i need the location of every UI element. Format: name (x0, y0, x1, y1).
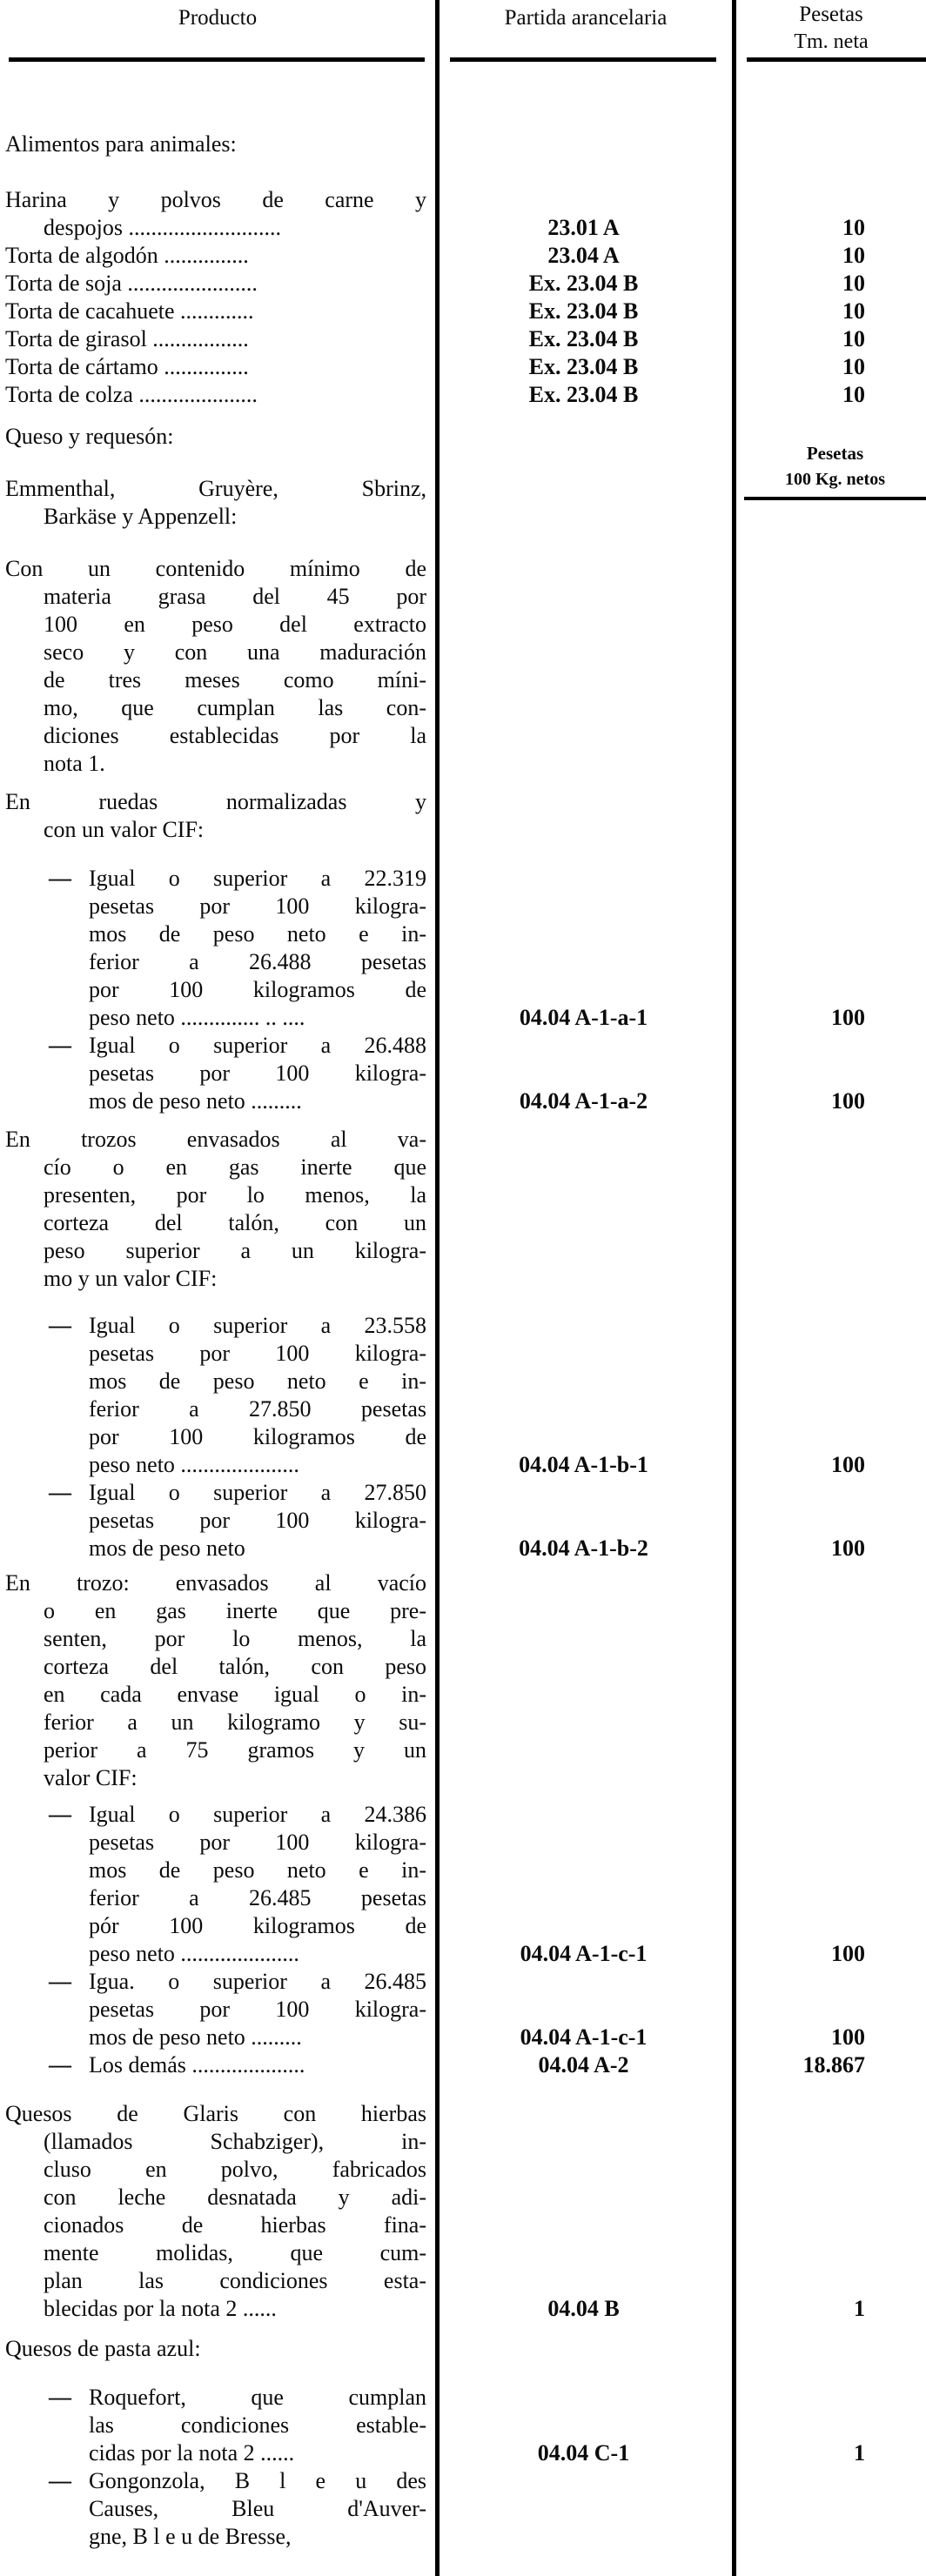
product-line: pesetas por 100 kilogra- (89, 1997, 426, 2022)
product-cell (0, 1126, 435, 1293)
product-line: pesetas por 100 kilogra- (89, 1508, 426, 1533)
product-line: ferior a 26.488 pesetas (89, 949, 426, 974)
product-line: Con un contenido mínimo de (5, 556, 426, 581)
product-line: en cada envase igual o in- (44, 1682, 426, 1707)
product-line: mos de peso neto (89, 1536, 245, 1561)
partida-cell: Ex. 23.04 B (528, 271, 639, 296)
table-row (0, 298, 926, 325)
dash-item-text (89, 1312, 426, 1479)
partida-cell: 04.04 B (547, 2296, 620, 2321)
product-line: mos de peso neto ......... (89, 1088, 302, 1114)
pesetas-subheader-note (744, 440, 926, 500)
product-line: Igual o superior a 23.558 (89, 1313, 426, 1338)
product-line: o en gas inerte que pre- (44, 1598, 426, 1623)
product-line: las condiciones estable- (89, 2412, 426, 2438)
product-line: blecidas por la nota 2 ...... (44, 2296, 277, 2321)
column-header-pesetas-line1: Pesetas (799, 3, 863, 26)
product-line: mos de peso neto e in- (89, 1368, 426, 1394)
table-row (0, 1312, 926, 1479)
product-cell (0, 2051, 435, 2079)
partida-cell: 04.04 C-1 (537, 2440, 630, 2466)
pesetas-subheader-line1: Pesetas (806, 443, 864, 464)
product-cell (0, 788, 435, 844)
table-row (0, 270, 926, 298)
product-line: materia grasa del 45 por (44, 584, 426, 609)
product-line: En ruedas normalizadas y (5, 789, 426, 814)
pesetas-subheader-line2: 100 Kg. netos (785, 470, 885, 489)
pesetas-cell: 10 (842, 326, 865, 351)
product-line: senten, por lo menos, la (44, 1626, 426, 1651)
header-rule-producto (9, 57, 425, 62)
dash-item-text (89, 865, 426, 1032)
dash-item-text (89, 1479, 426, 1562)
product-line: nota 1. (44, 751, 105, 776)
product-line: pesetas por 100 kilogra- (89, 1061, 426, 1086)
product-line: presenten, por lo menos, la (44, 1182, 426, 1208)
product-line: Igual o superior a 27.850 (89, 1480, 426, 1505)
pesetas-cell: 100 (831, 1536, 865, 1561)
table-row (0, 1801, 926, 1968)
table-row (0, 2335, 926, 2363)
table-row (0, 1479, 926, 1562)
product-line: Quesos de pasta azul: (5, 2336, 201, 2361)
product-line: Torta de colza ..................... (5, 382, 258, 407)
product-line: con leche desnatada y adi- (44, 2185, 426, 2210)
product-line: cidas por la nota 2 ...... (89, 2440, 295, 2466)
column-header-pesetas-line2: Tm. neta (794, 30, 869, 53)
product-line: ferior a 26.485 pesetas (89, 1885, 426, 1910)
product-line: ferior a 27.850 pesetas (89, 1396, 426, 1422)
product-line: por 100 kilogramos de (89, 1424, 426, 1449)
product-line: Igual o superior a 22.319 (89, 866, 426, 891)
table-row (0, 1968, 926, 2051)
product-line: con un valor CIF: (44, 817, 205, 842)
table-row (0, 242, 926, 270)
product-cell (0, 270, 435, 298)
product-line: Alimentos para animales: (5, 131, 237, 157)
pesetas-cell: 10 (842, 243, 865, 268)
table-row (0, 186, 926, 242)
product-line: Torta de cártamo ............... (5, 354, 249, 379)
table-row (0, 2051, 926, 2079)
product-line: de tres meses como míni- (44, 667, 426, 693)
product-line: pór 100 kilogramos de (89, 1913, 426, 1938)
dash-list-marker: — (49, 2468, 71, 2493)
dash-item-text (89, 1968, 426, 2051)
table-row (0, 555, 926, 778)
pesetas-cell: 100 (831, 1005, 865, 1030)
product-line: Roquefort, que cumplan (89, 2385, 426, 2410)
product-line: mente molidas, que cum- (44, 2240, 426, 2265)
dash-item-text (89, 2384, 426, 2467)
table-row (0, 353, 926, 381)
partida-cell: 04.04 A-2 (538, 2052, 629, 2078)
product-cell (0, 423, 435, 451)
dash-list-marker: — (49, 1313, 71, 1338)
product-cell (0, 130, 435, 158)
product-line: diciones establecidas por la (44, 723, 426, 748)
product-line: Torta de algodón ............... (5, 243, 249, 268)
product-line: perior a 75 gramos y un (44, 1737, 426, 1763)
table-row (0, 788, 926, 844)
product-line: Harina y polvos de carne y (5, 187, 426, 212)
table-row (0, 1569, 926, 1792)
product-cell (0, 1968, 435, 2051)
product-line: cluso en polvo, fabricados (44, 2157, 426, 2182)
table-row (0, 130, 926, 158)
product-line: 100 en peso del extracto (44, 612, 426, 637)
product-line: despojos ........................... (44, 215, 281, 240)
product-line: pesetas por 100 kilogra- (89, 893, 426, 919)
partida-cell: Ex. 23.04 B (528, 298, 639, 324)
product-cell (0, 1479, 435, 1562)
product-line: por 100 kilogramos de (89, 977, 426, 1002)
partida-cell: 23.01 A (547, 215, 620, 240)
partida-cell: Ex. 23.04 B (528, 326, 639, 351)
product-cell (0, 1569, 435, 1792)
dash-list-marker: — (49, 2385, 71, 2410)
product-cell (0, 353, 435, 381)
table-row (0, 865, 926, 1032)
partida-cell: Ex. 23.04 B (528, 354, 639, 379)
table-row (0, 1126, 926, 1293)
table-row (0, 325, 926, 353)
pesetas-cell: 10 (842, 382, 865, 407)
product-cell (0, 2384, 435, 2467)
product-cell (0, 2467, 435, 2551)
table-row (0, 2467, 926, 2551)
pesetas-cell: 10 (842, 354, 865, 379)
product-line: peso neto ..................... (89, 1452, 299, 1477)
column-header-producto: Producto (178, 6, 258, 30)
product-cell (0, 381, 435, 409)
product-line: Emmenthal, Gruyère, Sbrinz, (5, 476, 426, 501)
pesetas-cell: 100 (831, 1941, 865, 1966)
product-line: cionados de hierbas fina- (44, 2212, 426, 2238)
pesetas-cell: 10 (842, 298, 865, 324)
dash-item-text (89, 2051, 426, 2079)
dash-item-text (89, 2467, 426, 2551)
partida-cell: 04.04 A-1-b-1 (519, 1452, 648, 1477)
pesetas-cell: 1 (854, 2296, 865, 2321)
product-line: seco y con una maduración (44, 639, 426, 665)
pesetas-cell: 100 (831, 1452, 865, 1477)
pesetas-cell: 10 (842, 215, 865, 240)
product-line: Igua. o superior a 26.485 (89, 1969, 426, 1994)
product-cell (0, 2335, 435, 2363)
product-line: Igual o superior a 24.386 (89, 1802, 426, 1827)
pesetas-cell: 100 (831, 1088, 865, 1114)
product-cell (0, 242, 435, 270)
product-cell (0, 865, 435, 1032)
product-line: En trozos envasados al va- (5, 1127, 426, 1152)
product-cell (0, 475, 435, 531)
product-line: gne, B l e u de Bresse, (89, 2524, 292, 2549)
partida-cell: 04.04 A-1-a-1 (519, 1005, 648, 1030)
partida-cell: 23.04 A (547, 243, 620, 268)
dash-item-text (89, 1032, 426, 1115)
product-line: corteza del talón, con un (44, 1210, 426, 1235)
table-body (0, 130, 926, 2551)
pesetas-cell: 100 (831, 2024, 865, 2050)
product-line: Torta de soja ....................... (5, 271, 258, 296)
partida-cell: 04.04 A-1-c-1 (520, 2024, 648, 2050)
product-line: En trozo: envasados al vacío (5, 1570, 426, 1596)
product-line: ferior a un kilogramo y su- (44, 1710, 426, 1735)
product-line: mos de peso neto e in- (89, 921, 426, 947)
dash-list-marker: — (49, 1033, 71, 1058)
pesetas-cell: 1 (854, 2440, 865, 2466)
dash-item-text (89, 1801, 426, 1968)
dash-list-marker: — (49, 1969, 71, 1994)
partida-cell: 04.04 A-1-a-2 (519, 1088, 648, 1114)
table-row (0, 1032, 926, 1115)
product-line: pesetas por 100 kilogra- (89, 1341, 426, 1366)
product-line: (llamados Schabziger), in- (44, 2129, 426, 2154)
product-cell (0, 325, 435, 353)
product-line: Torta de girasol ................. (5, 326, 249, 351)
product-cell (0, 298, 435, 325)
product-cell (0, 186, 435, 242)
pesetas-cell: 10 (842, 271, 865, 296)
column-header-partida-arancelaria: Partida arancelaria (504, 6, 668, 30)
product-line: mos de peso neto ......... (89, 2024, 302, 2050)
product-line: valor CIF: (44, 1765, 138, 1790)
product-line: mo, que cumplan las con- (44, 695, 426, 720)
product-line: mo y un valor CIF: (44, 1266, 218, 1291)
product-line: peso superior a un kilogra- (44, 1238, 426, 1263)
product-line: Quesos de Glaris con hierbas (5, 2101, 426, 2126)
product-line: peso neto ..................... (89, 1941, 299, 1966)
product-line: Torta de cacahuete ............. (5, 298, 254, 324)
partida-cell: 04.04 A-1-c-1 (520, 1941, 648, 1966)
product-line: Igual o superior a 26.488 (89, 1033, 426, 1058)
product-line: Queso y requesón: (5, 424, 174, 449)
product-line: plan las condiciones esta- (44, 2268, 426, 2293)
dash-list-marker: — (49, 2052, 71, 2078)
header-rule-partida (450, 57, 716, 62)
pesetas-cell: 18.867 (802, 2052, 865, 2078)
product-line: Barkäse y Appenzell: (44, 504, 238, 529)
product-cell (0, 1032, 435, 1115)
table-row (0, 2100, 926, 2323)
partida-cell: Ex. 23.04 B (528, 382, 639, 407)
dash-list-marker: — (49, 1480, 71, 1505)
product-line: corteza del talón, con peso (44, 1654, 426, 1679)
table-row (0, 381, 926, 409)
pesetas-subheader-rule (744, 497, 926, 500)
product-line: Gongonzola, B l e u des (89, 2468, 426, 2493)
product-cell (0, 1801, 435, 1968)
product-line: cío o en gas inerte que (44, 1154, 426, 1180)
product-line: mos de peso neto e in- (89, 1857, 426, 1883)
product-line: peso neto .............. .. .... (89, 1005, 305, 1030)
dash-list-marker: — (49, 1802, 71, 1827)
partida-cell: 04.04 A-1-b-2 (519, 1536, 648, 1561)
header-rule-pesetas (747, 57, 926, 62)
product-line: Causes, Bleu d'Auver- (89, 2496, 426, 2521)
product-cell (0, 555, 435, 778)
product-line: Los demás .................... (89, 2052, 305, 2078)
product-cell (0, 1312, 435, 1479)
product-cell (0, 2100, 435, 2323)
dash-list-marker: — (49, 866, 71, 891)
product-line: pesetas por 100 kilogra- (89, 1830, 426, 1855)
table-row (0, 2384, 926, 2467)
